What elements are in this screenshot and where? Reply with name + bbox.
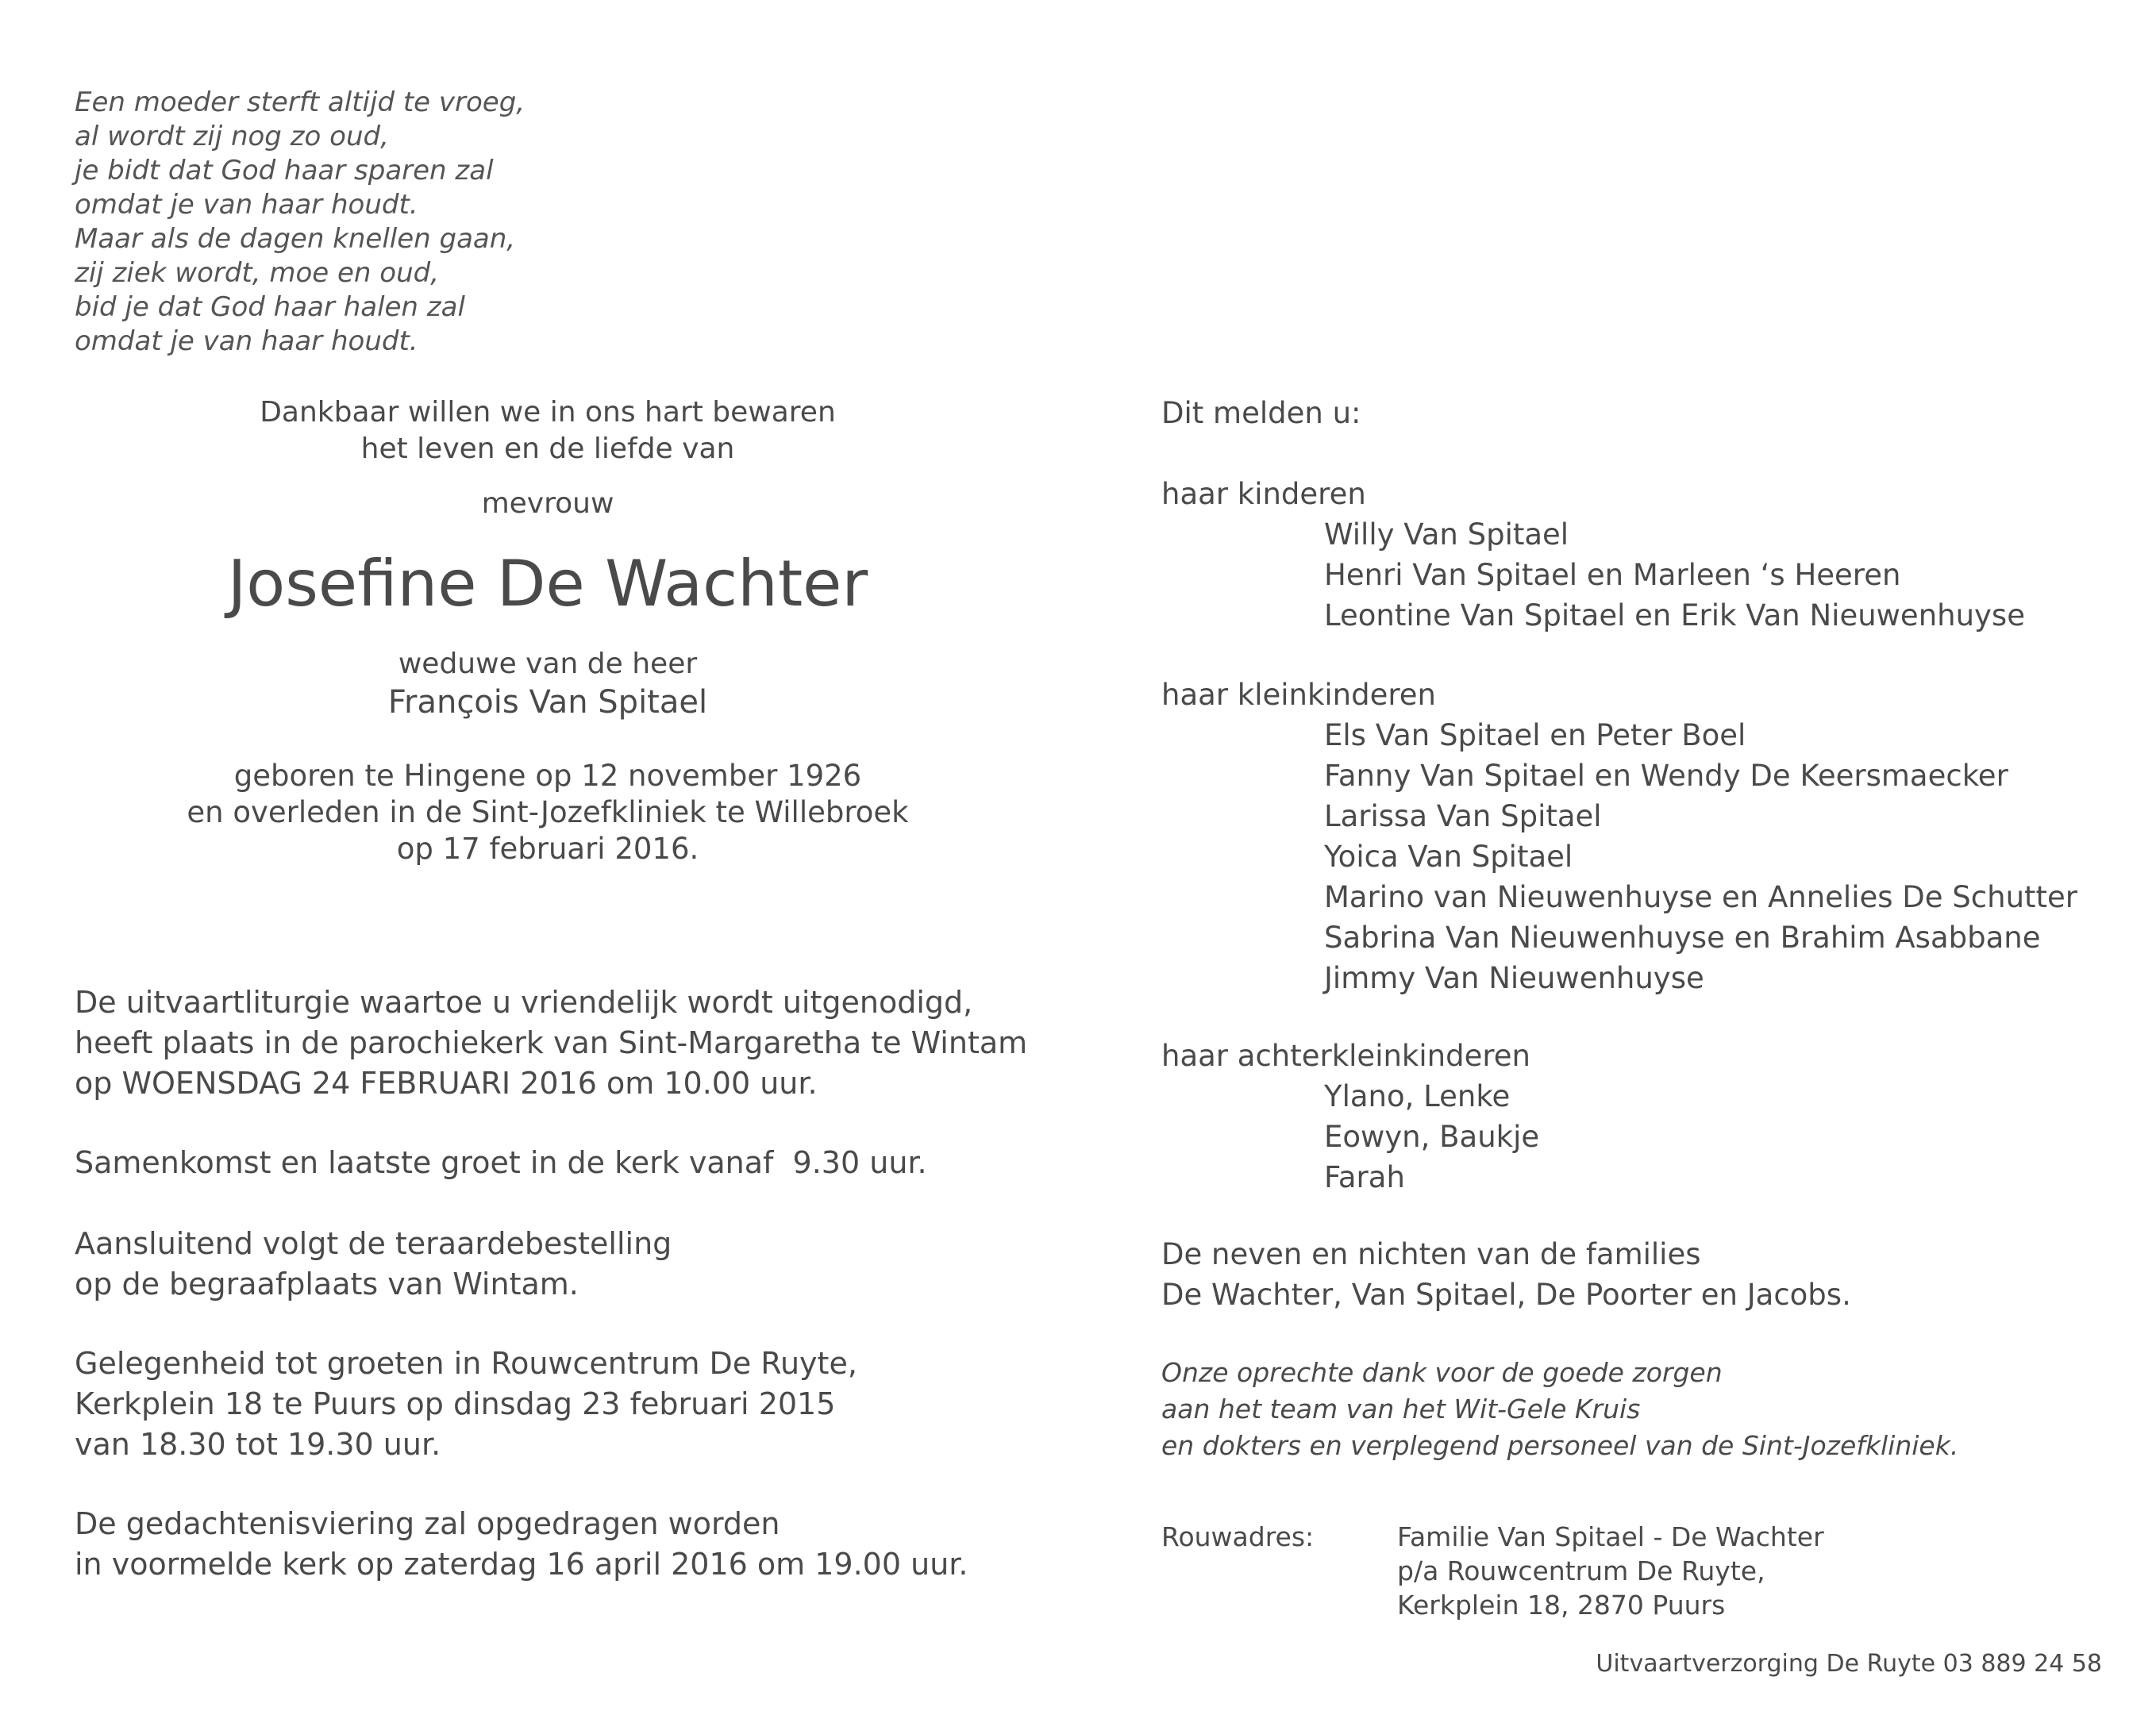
paragraph-line: Samenkomst en laatste groet in de kerk vanaf 9.30 uur. [75,1145,927,1180]
address-line: p/a Rouwcentrum De Ruyte, [1397,1555,1765,1586]
family-name: Fanny Van Spitael en Wendy De Keersmaecker [1324,759,2008,793]
intro-line: Dankbaar willen we in ons hart bewaren [260,396,836,429]
intro-text [119,394,976,467]
funeral-paragraph [75,982,1027,1104]
paragraph-line: De uitvaartliturgie waartoe u vriendelijk wordt uitgenodigd, [75,985,973,1020]
family-name: Eowyn, Baukje [1324,1120,1540,1154]
poem-line: zij ziek wordt, moe en oud, [75,257,440,289]
memorial-paragraph [75,1504,968,1585]
family-name: Leontine Van Spitael en Erik Van Nieuwenhuyse [1324,598,2025,632]
announce-text: Dit melden u: [1161,396,1361,430]
poem [75,86,525,359]
poem-line: Maar als de dagen knellen gaan, [75,223,516,255]
paragraph-line: heeft plaats in de parochiekerk van Sint-Margaretha te Wintam [75,1025,1028,1060]
children-section [1161,474,2025,636]
husband-name: François Van Spitael [387,684,708,721]
viewing-paragraph [75,1344,857,1465]
address-line: Familie Van Spitael - De Wachter [1397,1521,1824,1552]
poem-line: al wordt zij nog zo oud, [75,121,389,152]
birth-death-info [119,758,976,867]
birth-death-line: op 17 februari 2016. [396,832,699,866]
family-name: Jimmy Van Nieuwenhuyse [1324,961,1704,995]
family-name: Ylano, Lenke [1324,1079,1511,1113]
relatives-line: De Wachter, Van Spitael, De Poorter en Jacobs. [1161,1278,1851,1312]
section-heading: haar kinderen [1161,477,1366,511]
burial-paragraph [75,1224,672,1305]
relatives-section [1161,1234,1851,1315]
birth-death-line: en overleden in de Sint-Jozefkliniek te Willebroek [187,795,909,829]
family-name: Willy Van Spitael [1324,517,1569,552]
paragraph-line: op de begraafplaats van Wintam. [75,1267,579,1301]
paragraph-line: in voormelde kerk op zaterdag 16 april 2016 om 19.00 uur. [75,1547,968,1582]
paragraph-line: Kerkplein 18 te Puurs op dinsdag 23 februari 2015 [75,1386,836,1421]
paragraph-line: op WOENSDAG 24 FEBRUARI 2016 om 10.00 uur. [75,1066,818,1101]
poem-line: omdat je van haar houdt. [75,189,418,221]
paragraph-line: Aansluitend volgt de teraardebestelling [75,1226,672,1261]
deceased-name: Josefine De Wachter [227,547,868,621]
poem-line: omdat je van haar houdt. [75,325,418,357]
thanks-line: en dokters en verplegend personeel van de Sint-Jozefkliniek. [1161,1430,1959,1461]
poem-line: Een moeder sterft altijd te vroeg, [75,87,526,118]
family-name: Marino van Nieuwenhuyse en Annelies De Schutter [1324,880,2078,914]
family-name: Farah [1324,1160,1405,1194]
poem-line: je bidt dat God haar sparen zal [75,155,494,186]
relatives-line: De neven en nichten van de families [1161,1237,1701,1271]
birth-death-line: geboren te Hingene op 12 november 1926 [233,759,862,793]
mourning-address [1397,1520,1824,1622]
grandchildren-section [1161,675,2077,998]
intro-line: het leven en de liefde van [360,433,735,465]
title-prefix: mevrouw [481,487,614,520]
great-grandchildren-section [1161,1036,1539,1198]
funeral-director-footer: Uitvaartverzorging De Ruyte 03 889 24 58 [1596,1650,2102,1678]
gathering-paragraph [75,1143,927,1183]
widow-label: weduwe van de heer [398,648,698,680]
section-heading: haar achterkleinkinderen [1161,1039,1530,1073]
thanks-text [1161,1355,1958,1464]
thanks-line: aan het team van het Wit-Gele Kruis [1161,1394,1641,1424]
paragraph-line: Gelegenheid tot groeten in Rouwcentrum De Ruyte, [75,1346,857,1381]
family-name: Yoica Van Spitael [1324,840,1573,874]
mourning-address-label: Rouwadres: [1161,1521,1315,1552]
paragraph-line: van 18.30 tot 19.30 uur. [75,1427,441,1462]
family-name: Henri Van Spitael en Marleen ‘s Heeren [1324,558,1901,592]
address-line: Kerkplein 18, 2870 Puurs [1397,1590,1726,1621]
family-name: Larissa Van Spitael [1324,799,1602,833]
section-heading: haar kleinkinderen [1161,678,1436,712]
paragraph-line: De gedachtenisviering zal opgedragen worden [75,1506,780,1541]
family-name: Sabrina Van Nieuwenhuyse en Brahim Asabbane [1324,921,2041,955]
thanks-line: Onze oprechte dank voor de goede zorgen [1161,1357,1723,1388]
poem-line: bid je dat God haar halen zal [75,291,465,323]
family-name: Els Van Spitael en Peter Boel [1324,718,1746,752]
